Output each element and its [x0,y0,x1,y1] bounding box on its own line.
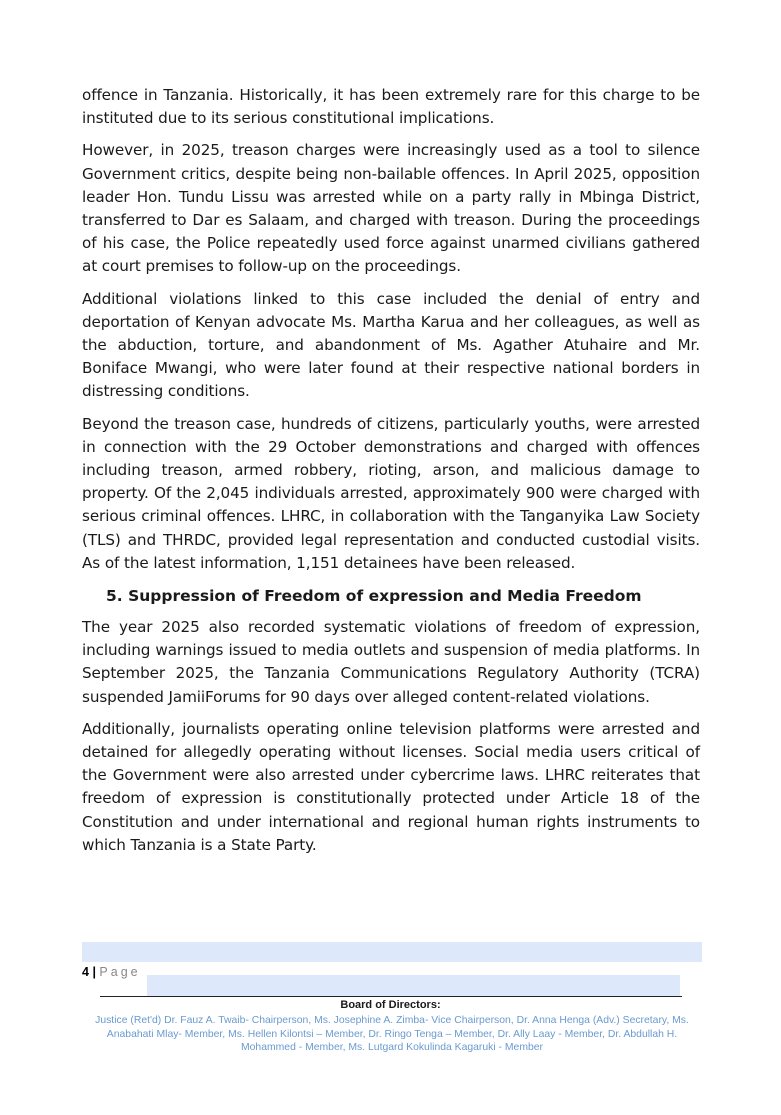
paragraph: However, in 2025, treason charges were increasingly used as a tool to silence Government critics, despite being non-bailable offences. In April 2025, opposition leader Hon. Tundu Lissu was arrested while on a party rally in Mbinga District, transferred to Dar es Salaam, and charged with treason. During the proceedings of his case, the Police repeatedly used force against unarmed civilians gathered at court premises to follow-up on the proceedings. [82,141,700,276]
document-body [82,84,700,866]
footer-divider [100,996,682,997]
page-number [82,965,141,979]
board-title: Board of Directors: [340,999,441,1011]
page-number-value: 4 [82,965,89,979]
page-separator: | [92,965,96,979]
paragraph: Additional violations linked to this case included the denial of entry and deportation of Kenyan advocate Ms. Martha Karua and her colleagues, as well as the abduction, torture, and abandonment of Ms. Agather Atuhaire and Mr. Boniface Mwangi, who were later found at their respective national borders in distressing conditions. [82,289,700,401]
footer-highlight-box [147,975,680,996]
footer-band [82,942,702,962]
page-label: Page [99,965,141,979]
board-members: Justice (Ret'd) Dr. Fauz A. Twaib- Chairperson, Ms. Josephine A. Zimba- Vice Chairperson, Dr. Anna Henga (Adv.) Secretary, Ms. Anabahati Mlay- Member, Ms. Hellen Kilontsi – Member, Dr. Ringo Tenga – Member, Dr. Ally Laay - Member, Dr. Abdullah H. Mohammed - Member, Ms. Lutgard Kokulinda Kagaruki - Member [95,1015,689,1053]
paragraph: Additionally, journalists operating online television platforms were arrested and detained for allegedly operating without licenses. Social media users critical of the Government were also arrested under cybercrime laws. LHRC reiterates that freedom of expression is constitutionally protected under Article 18 of the Constitution and under international and regional human rights instruments to which Tanzania is a State Party. [82,719,700,854]
paragraph: The year 2025 also recorded systematic violations of freedom of expression, including warnings issued to media outlets and suspension of media platforms. In September 2025, the Tanzania Communications Regulatory Authority (TCRA) suspended JamiiForums for 90 days over alleged content-related violations. [82,618,700,706]
paragraph: offence in Tanzania. Historically, it has been extremely rare for this charge to be instituted due to its serious constitutional implications. [82,86,700,128]
paragraph: Beyond the treason case, hundreds of citizens, particularly youths, were arrested in connection with the 29 October demonstrations and charged with offences including treason, armed robbery, rioting, arson, and malicious damage to property. Of the 2,045 individuals arrested, approximately 900 were charged with serious criminal offences. LHRC, in collaboration with the Tanganyika Law Society (TLS) and THRDC, provided legal representation and conducted custodial visits. As of the latest information, 1,151 detainees have been released. [82,414,700,572]
section-heading: 5. Suppression of Freedom of expression and Media Freedom [106,587,642,606]
